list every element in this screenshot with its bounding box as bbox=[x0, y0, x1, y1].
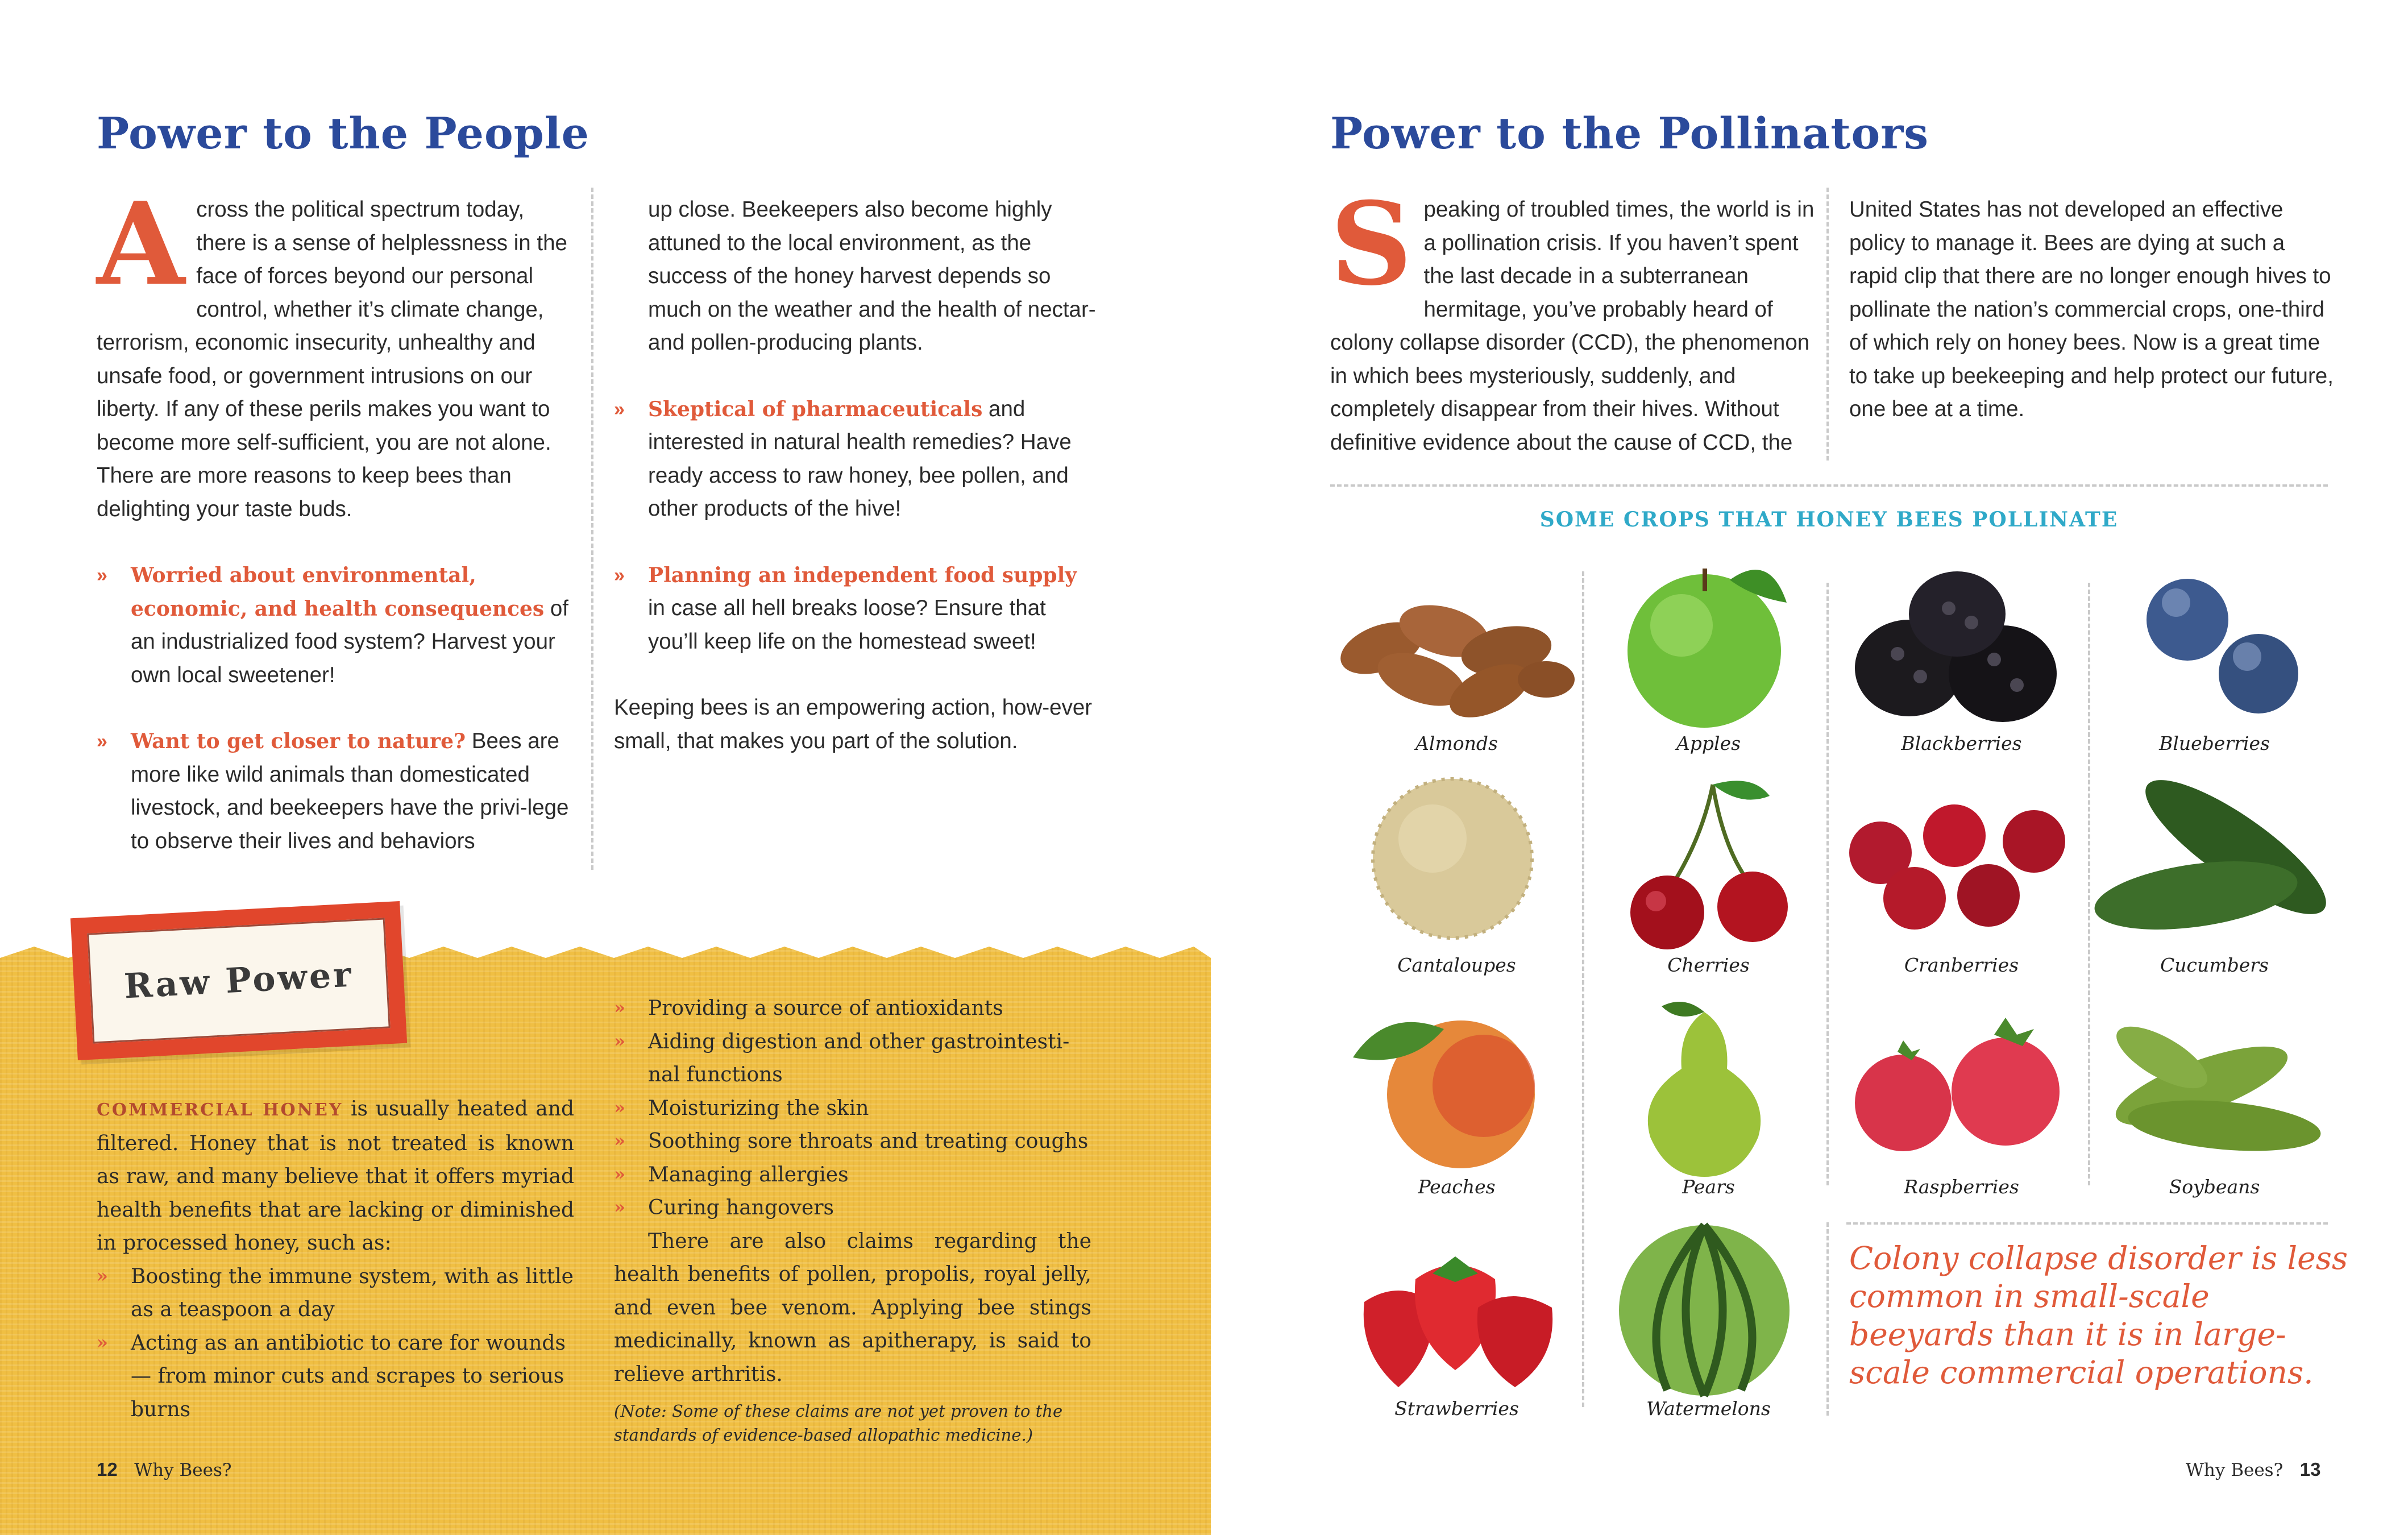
crop-strawberries bbox=[1330, 1217, 1583, 1438]
crop-label: Blueberries bbox=[2159, 732, 2270, 754]
running-title: Why Bees? bbox=[134, 1460, 232, 1480]
right-heading: Power to the Pollinators bbox=[1330, 108, 1929, 159]
right-page bbox=[1204, 0, 2408, 1535]
list-item bbox=[614, 992, 1091, 1026]
chevron-right-icon: » bbox=[97, 731, 107, 752]
crops-title: SOME CROPS THAT HONEY BEES POLLINATE bbox=[1539, 508, 2119, 532]
left-folio bbox=[97, 1459, 231, 1480]
col2-continuation: up close. Beekeepers also become highly attuned to the local environment, as the success of the honey harvest depends so much on the weather and the health of nectar- and pollen-producing plants. bbox=[648, 197, 1096, 355]
apple-icon bbox=[1582, 551, 1835, 733]
bullet-food-supply bbox=[614, 559, 1097, 659]
almonds-icon bbox=[1330, 551, 1583, 733]
list-item-text: Providing a source of antioxidants bbox=[648, 997, 1003, 1020]
page-number: 12 bbox=[97, 1459, 118, 1480]
sidebar-column-2 bbox=[614, 992, 1091, 1447]
extra-paragraph: There are also claims regarding the health benefits of pollen, propolis, royal jelly, and even bee venom. Applying bee stings medicinally, known as apitherapy, is said to relieve arthritis. bbox=[614, 1229, 1091, 1386]
cherry-icon bbox=[1582, 773, 1835, 955]
list-item-text: Acting as an antibiotic to care for wounds — from minor cuts and scrapes to serious burns bbox=[131, 1331, 566, 1421]
crop-blueberries bbox=[2088, 551, 2341, 773]
lead-caps: COMMERCIAL HONEY bbox=[97, 1100, 343, 1120]
chevron-right-icon: » bbox=[614, 564, 625, 586]
left-column-2 bbox=[614, 193, 1097, 791]
crop-raspberries bbox=[1835, 995, 2088, 1217]
chevron-right-icon: » bbox=[614, 997, 625, 1018]
crop-almonds bbox=[1330, 551, 1583, 773]
crop-label: Cucumbers bbox=[2160, 954, 2269, 976]
right-column-2 bbox=[1849, 193, 2338, 459]
right-col1-text: peaking of troubled times, the world is in a pollination crisis. If you haven’t spent the last decade in a subterranean hermitage, you’ve probably heard of colony collapse disorder (CCD), the phenomenon in which bees mysteriously, suddenly, and completely disappear from their hives. Without definitive evidence about the cause of CCD, the bbox=[1330, 197, 1815, 455]
right-column-1 bbox=[1330, 177, 1819, 492]
chevron-right-icon: » bbox=[97, 1331, 108, 1353]
right-col2-text: United States has not developed an effective policy to manage it. Bees are dying at such a rapid clip that there are no longer enough hives to pollinate the nation’s commercial crops, one-third of which rely on honey bees. Now is a great time to take up beekeeping and help protect our future, one bee at a time. bbox=[1849, 197, 2334, 421]
list-item bbox=[97, 1327, 574, 1427]
raspberry-icon bbox=[1835, 995, 2088, 1177]
chevron-right-icon: » bbox=[614, 1030, 625, 1052]
crop-label: Almonds bbox=[1415, 732, 1498, 754]
crop-cantaloupes bbox=[1330, 773, 1583, 995]
watermelon-icon bbox=[1582, 1217, 1835, 1399]
section-divider bbox=[1330, 484, 2328, 487]
chevron-right-icon: » bbox=[614, 1196, 625, 1218]
crop-label: Apples bbox=[1676, 732, 1741, 754]
chevron-right-icon: » bbox=[614, 1163, 625, 1185]
list-item-text: Boosting the immune system, with as little as a teaspoon a day bbox=[131, 1264, 574, 1321]
crop-label: Cranberries bbox=[1904, 954, 2019, 976]
raw-power-label bbox=[70, 901, 407, 1060]
crop-soybeans bbox=[2088, 995, 2341, 1217]
peach-icon bbox=[1330, 995, 1583, 1177]
intro-text: cross the political spectrum today, there is a sense of helplessness in the face of forces beyond our personal control, whether it’s climate change, terrorism, economic insecurity, unhealthy and unsafe food, or government intrusions on our liberty. If any of these perils makes you want to become more self-sufficient, you are not alone. There are more reasons to keep bees than delighting your taste buds. bbox=[97, 197, 567, 521]
pear-icon bbox=[1582, 995, 1835, 1177]
sidebar-column-1 bbox=[97, 1093, 574, 1426]
chevron-right-icon: » bbox=[97, 1264, 108, 1287]
crop-label: Raspberries bbox=[1904, 1176, 2019, 1198]
left-heading: Power to the People bbox=[97, 108, 590, 159]
bullet-environment bbox=[97, 559, 580, 692]
crop-label: Blackberries bbox=[1901, 732, 2022, 754]
bullet-highlight: Want to get closer to nature? bbox=[131, 729, 466, 753]
list-item bbox=[614, 1092, 1091, 1126]
dropcap-s: S bbox=[1330, 177, 1413, 311]
quote-divider bbox=[1846, 1222, 2328, 1225]
list-item bbox=[614, 1192, 1091, 1225]
crop-cherries bbox=[1582, 773, 1835, 995]
crop-label: Soybeans bbox=[2169, 1176, 2260, 1198]
list-item bbox=[614, 1026, 1091, 1092]
bullet-text: Bees are more like wild animals than domesticated livestock, and beekeepers have the privi-lege to observe their lives and behaviors bbox=[131, 729, 569, 853]
crop-label: Watermelons bbox=[1646, 1397, 1771, 1420]
blueberry-icon bbox=[2088, 551, 2341, 733]
crop-label: Cantaloupes bbox=[1397, 954, 1516, 976]
list-item bbox=[97, 1260, 574, 1327]
pull-quote: Colony collapse disorder is less common in small-scale beeyards than it is in large-scale commercial operations. bbox=[1849, 1240, 2348, 1391]
bullet-text: of an industrialized food system? Harvest your own local sweetener! bbox=[131, 596, 569, 687]
column-divider bbox=[591, 188, 593, 870]
list-item bbox=[614, 1125, 1091, 1159]
crop-watermelons bbox=[1582, 1217, 1835, 1438]
left-column-1 bbox=[97, 177, 580, 891]
chevron-right-icon: » bbox=[614, 1096, 625, 1118]
bullet-text: in case all hell breaks loose? Ensure that you’ll keep life on the homestead sweet! bbox=[648, 596, 1046, 654]
crop-label: Cherries bbox=[1667, 954, 1750, 976]
crop-pears bbox=[1582, 995, 1835, 1217]
running-title: Why Bees? bbox=[2186, 1460, 2284, 1480]
intro-paragraph bbox=[97, 177, 580, 526]
crop-cranberries bbox=[1835, 773, 2088, 995]
crop-apples bbox=[1582, 551, 1835, 773]
bullet-nature bbox=[97, 725, 580, 858]
chevron-right-icon: » bbox=[614, 1130, 625, 1151]
crop-peaches bbox=[1330, 995, 1583, 1217]
bullet-highlight: Skeptical of pharmaceuticals bbox=[648, 397, 983, 421]
note-paragraph: (Note: Some of these claims are not yet proven to the standards of evidence-based allopathic medicine.) bbox=[614, 1401, 1063, 1445]
sidebar-title: Raw Power bbox=[123, 955, 355, 1007]
chevron-right-icon: » bbox=[614, 398, 625, 420]
crop-label: Strawberries bbox=[1394, 1397, 1519, 1420]
list-item-text: Soothing sore throats and treating coughs bbox=[648, 1130, 1089, 1153]
dropcap-a: A bbox=[97, 177, 185, 311]
crop-blackberries bbox=[1835, 551, 2088, 773]
bullet-text: and interested in natural health remedies? Have ready access to raw honey, bee pollen, and other products of the hive! bbox=[648, 396, 1072, 521]
bullet-highlight: Planning an independent food supply bbox=[648, 563, 1077, 587]
list-item-text: Aiding digestion and other gastrointesti-nal functions bbox=[648, 1030, 1070, 1086]
page-number: 13 bbox=[2299, 1459, 2321, 1480]
list-item bbox=[614, 1159, 1091, 1192]
cucumber-icon bbox=[2088, 773, 2341, 955]
closing-paragraph: Keeping bees is an empowering action, how-ever small, that makes you part of the solution. bbox=[614, 695, 1093, 753]
blackberry-icon bbox=[1835, 551, 2088, 733]
list-item-text: Managing allergies bbox=[648, 1163, 849, 1186]
lead-text: is usually heated and filtered. Honey that is not treated is known as raw, and many believe that it offers myriad health benefits that are lacking or diminished in processed honey, such as: bbox=[97, 1097, 574, 1255]
right-folio bbox=[2186, 1459, 2320, 1480]
crop-cucumbers bbox=[2088, 773, 2341, 995]
strawberry-icon bbox=[1330, 1217, 1583, 1399]
bullet-pharmaceuticals bbox=[614, 393, 1097, 526]
list-item-text: Moisturizing the skin bbox=[648, 1096, 869, 1120]
chevron-right-icon: » bbox=[97, 565, 107, 586]
column-divider bbox=[1826, 188, 1829, 460]
crop-label: Peaches bbox=[1418, 1176, 1496, 1198]
crop-label: Pears bbox=[1682, 1176, 1735, 1198]
bullet-highlight: Worried about environmental, economic, and health consequences bbox=[131, 563, 545, 621]
soybean-icon bbox=[2088, 995, 2341, 1177]
cantaloupe-icon bbox=[1330, 773, 1583, 955]
cranberry-icon bbox=[1835, 773, 2088, 955]
list-item-text: Curing hangovers bbox=[648, 1196, 835, 1219]
